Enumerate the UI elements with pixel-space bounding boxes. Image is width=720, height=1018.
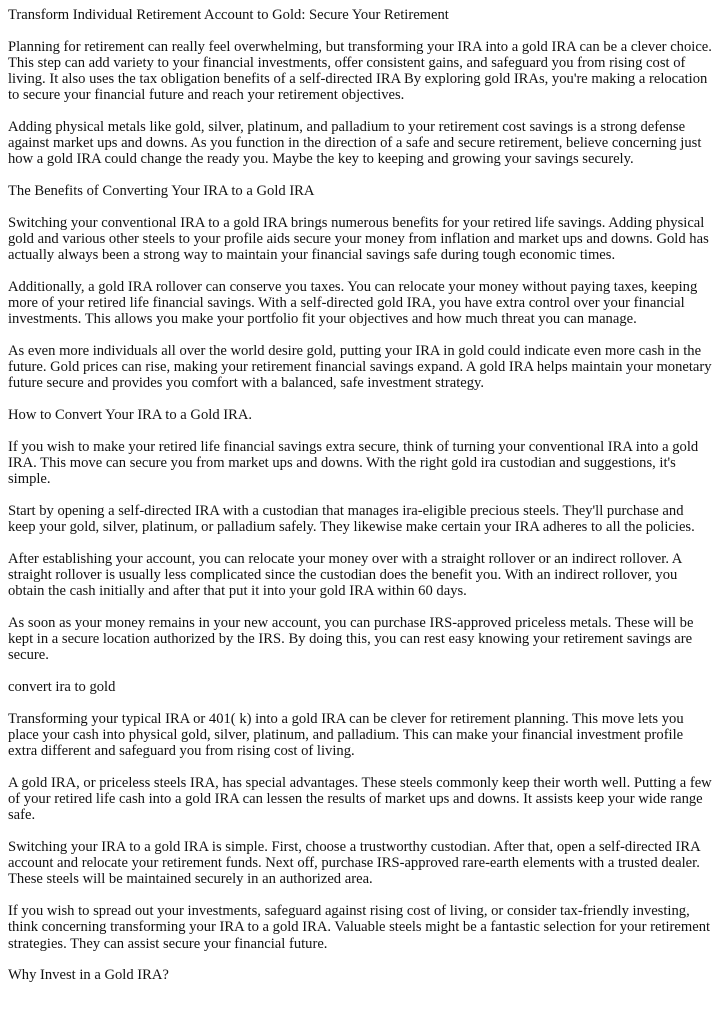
section-heading: The Benefits of Converting Your IRA to a Gold IRA xyxy=(8,183,315,200)
paragraph: If you wish to make your retired life financial savings extra secure, think of turning your conventional IRA into a gold IRA. This move can secure you from market ups and downs. With the right gold ira custodian and suggestions, it's simple. xyxy=(8,438,699,488)
paragraph: Adding physical metals like gold, silver, platinum, and palladium to your retirement cost savings is a strong defense against market ups and downs. As you function in the direction of a safe and secure retirement, believe concerning just how a gold IRA could change the ready you. Maybe the key to keeping and growing your savings securely. xyxy=(8,119,702,168)
paragraph: Switching your IRA to a gold IRA is simple. First, choose a trustworthy custodian. After that, open a self-directed IRA account and relocate your retirement funds. Next off, purchase IRS-approved rare-earth elements with a trusted dealer. These steels will be maintained securely in an authorized area. xyxy=(8,839,700,888)
section-heading: How to Convert Your IRA to a Gold IRA. xyxy=(8,407,253,424)
document-body xyxy=(8,7,714,999)
paragraph: Additionally, a gold IRA rollover can conserve you taxes. You can relocate your money without paying taxes, keeping more of your retired life financial savings. With a self-directed gold IRA, you have extra control over your financial investments. This allows you make your portfolio fit your objectives and how much threat you can manage. xyxy=(8,278,698,328)
document-title: Transform Individual Retirement Account to Gold: Secure Your Retirement xyxy=(8,7,449,23)
paragraph: Transforming your typical IRA or 401( k) into a gold IRA can be clever for retirement planning. This move lets you place your cash into physical gold, silver, platinum, and palladium. This can make your financial investment profile extra different and safeguard you from rising cost of living. xyxy=(8,710,684,760)
paragraph: A gold IRA, or priceless steels IRA, has special advantages. These steels commonly keep their worth well. Putting a few of your retired life cash into a gold IRA can lessen the results of market ups and downs. It assists keep your wide range safe. xyxy=(8,774,712,824)
section-heading: Why Invest in a Gold IRA? xyxy=(8,967,169,984)
section-heading: convert ira to gold xyxy=(8,679,116,696)
paragraph: As soon as your money remains in your new account, you can purchase IRS-approved priceless metals. These will be kept in a secure location authorized by the IRS. By doing this, you can rest easy knowing your retirement savings are secure. xyxy=(8,614,694,664)
paragraph: Switching your conventional IRA to a gold IRA brings numerous benefits for your retired life savings. Adding physical gold and various other steels to your profile aids secure your money from inflation and market ups and downs. Gold has actually always been a strong way to maintain your financial savings safe during tough economic times. xyxy=(8,214,709,264)
paragraph: Start by opening a self-directed IRA with a custodian that manages ira-eligible precious steels. They'll purchase and keep your gold, silver, platinum, or palladium safely. They likewise make certain your IRA adheres to all the policies. xyxy=(8,502,695,536)
paragraph: Planning for retirement can really feel overwhelming, but transforming your IRA into a gold IRA can be a clever choice. This step can add variety to your financial investments, offer consistent gains, and safeguard you from rising cost of living. It also uses the tax obligation benefits of a self-directed IRA By exploring gold IRAs, you're making a relocation to secure your financial future and reach your retirement objectives. xyxy=(8,38,712,104)
paragraph: After establishing your account, you can relocate your money over with a straight rollover or an indirect rollover. A straight rollover is usually less complicated since the custodian does the benefit you. With an indirect rollover, you obtain the cash initially and after that put it into your gold IRA within 60 days. xyxy=(8,550,682,600)
paragraph: If you wish to spread out your investments, safeguard against rising cost of living, or consider tax-friendly investing, think concerning transforming your IRA to a gold IRA. Valuable steels might be a fantastic selection for your retirement strategies. They can assist secure your financial future. xyxy=(8,903,711,952)
paragraph: As even more individuals all over the world desire gold, putting your IRA in gold could indicate even more cash in the future. Gold prices can rise, making your retirement financial savings expand. A gold IRA helps maintain your monetary future secure and provides you comfort with a balanced, safe investment strategy. xyxy=(8,343,712,392)
